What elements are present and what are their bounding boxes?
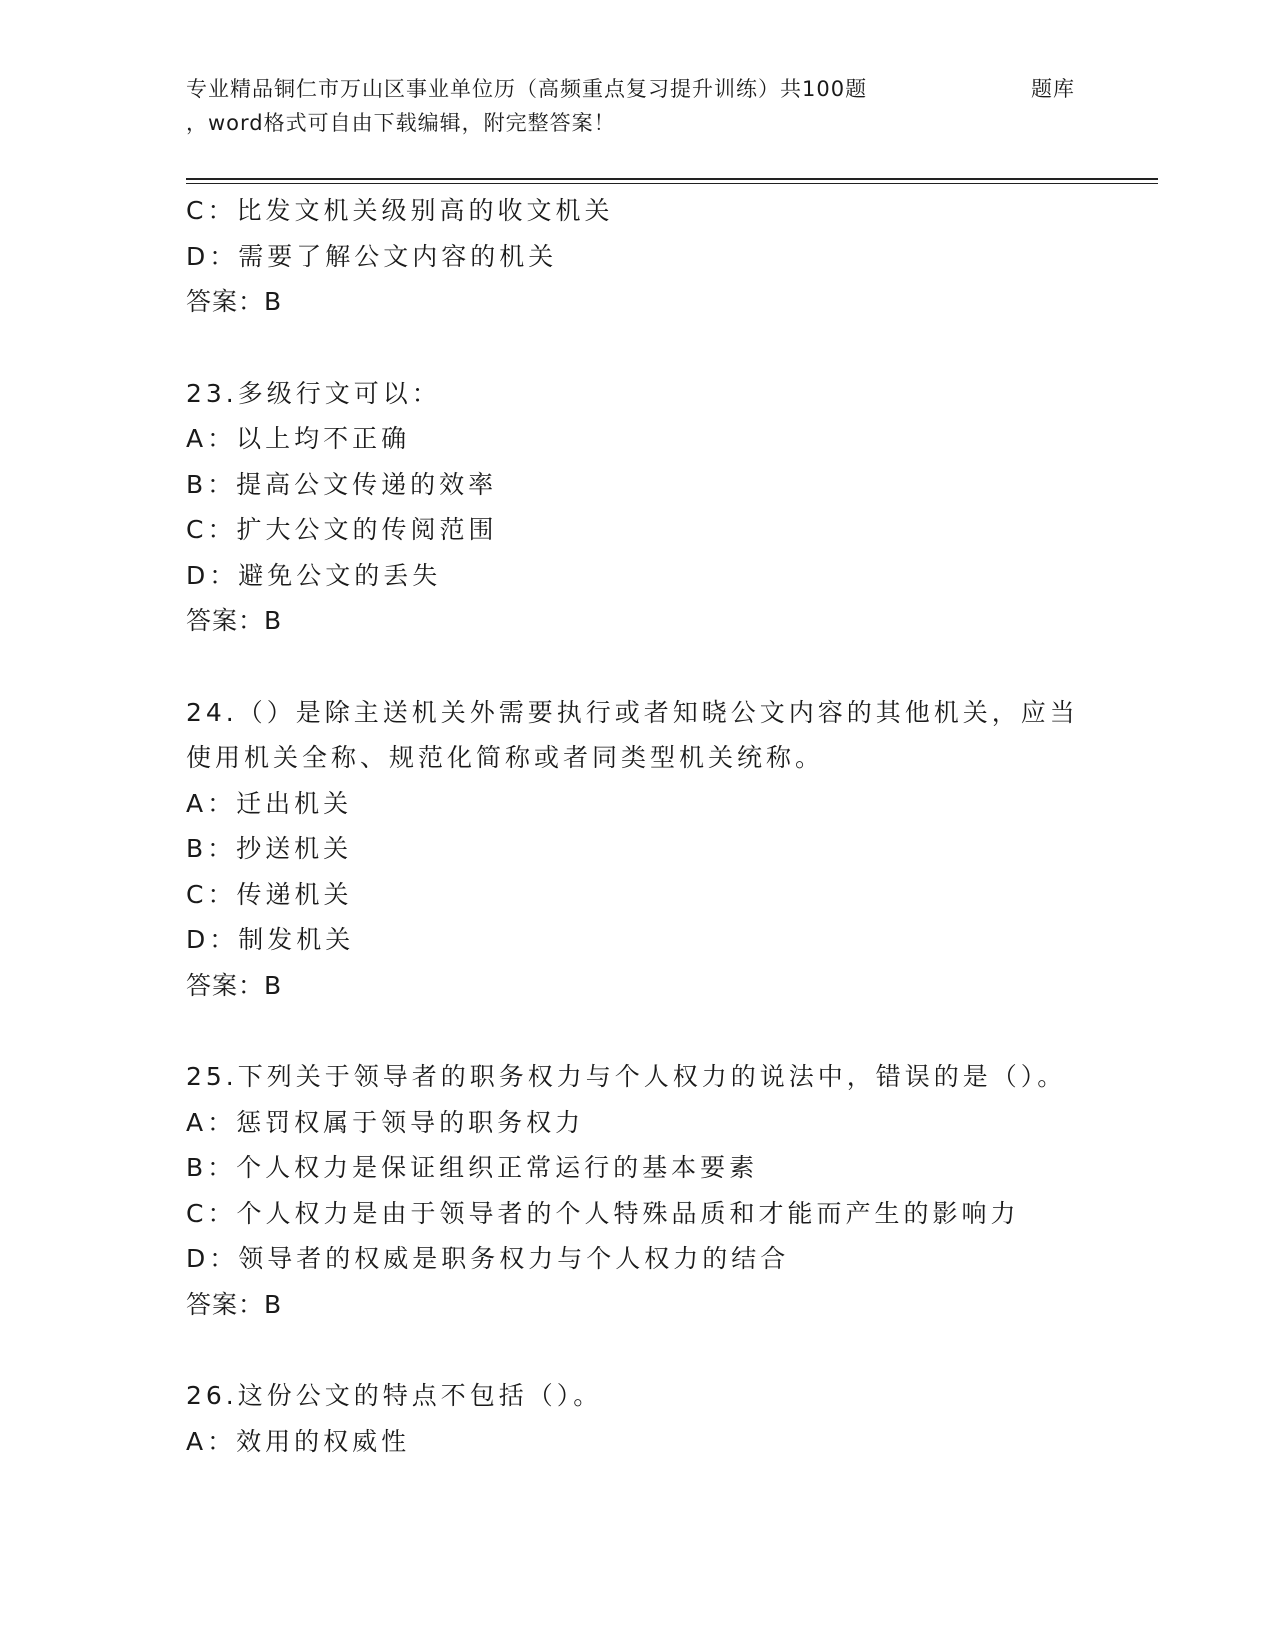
question-25 bbox=[186, 1054, 1146, 1327]
question-24 bbox=[186, 690, 1146, 1009]
header-divider bbox=[186, 178, 1158, 184]
option-c: C：比发文机关级别高的收文机关 bbox=[186, 196, 614, 225]
option-a: A：惩罚权属于领导的职务权力 bbox=[186, 1107, 585, 1137]
option-b: B：提高公文传递的效率 bbox=[186, 469, 498, 499]
option-d: D：领导者的权威是职务权力与个人权力的结合 bbox=[186, 1244, 790, 1273]
option-d: D：需要了解公文内容的机关 bbox=[186, 241, 558, 271]
question-stem: 26.这份公文的特点不包括（）。 bbox=[186, 1381, 603, 1410]
option-b: B：个人权力是保证组织正常运行的基本要素 bbox=[186, 1153, 759, 1182]
answer-line: 答案：B bbox=[186, 287, 283, 316]
question-stem: 25.下列关于领导者的职务权力与个人权力的说法中，错误的是（）。 bbox=[186, 1062, 1067, 1091]
option-a: A：效用的权威性 bbox=[186, 1426, 411, 1456]
option-c: C：传递机关 bbox=[186, 879, 353, 909]
question-stem-continued: 使用机关全称、规范化简称或者同类型机关统称。 bbox=[186, 743, 825, 772]
header-title-line1 bbox=[186, 72, 1086, 106]
option-b: B：抄送机关 bbox=[186, 834, 353, 863]
option-a: A：以上均不正确 bbox=[186, 424, 411, 453]
option-c: C：扩大公文的传阅范围 bbox=[186, 515, 498, 544]
header-title-line2: ，word格式可自由下载编辑，附完整答案！ bbox=[186, 111, 616, 135]
question-26 bbox=[186, 1373, 1146, 1464]
question-stem: 24.（）是除主送机关外需要执行或者知晓公文内容的其他机关，应当 bbox=[186, 697, 1079, 727]
answer-line: 答案：B bbox=[186, 1289, 283, 1319]
option-d: D：制发机关 bbox=[186, 925, 355, 954]
page-header bbox=[186, 72, 1086, 140]
option-a: A：迁出机关 bbox=[186, 788, 353, 818]
question-23 bbox=[186, 371, 1146, 644]
option-d: D：避免公文的丢失 bbox=[186, 560, 442, 590]
option-c: C：个人权力是由于领导者的个人特殊品质和才能而产生的影响力 bbox=[186, 1198, 1020, 1228]
header-title-tag: 题库 bbox=[1031, 77, 1075, 101]
question-content bbox=[186, 188, 1146, 1464]
question-stem: 23.多级行文可以： bbox=[186, 378, 441, 408]
header-title-text: 专业精品铜仁市万山区事业单位历（高频重点复习提升训练）共100题 bbox=[186, 77, 868, 101]
answer-line: 答案：B bbox=[186, 606, 283, 635]
answer-line: 答案：B bbox=[186, 970, 283, 1000]
